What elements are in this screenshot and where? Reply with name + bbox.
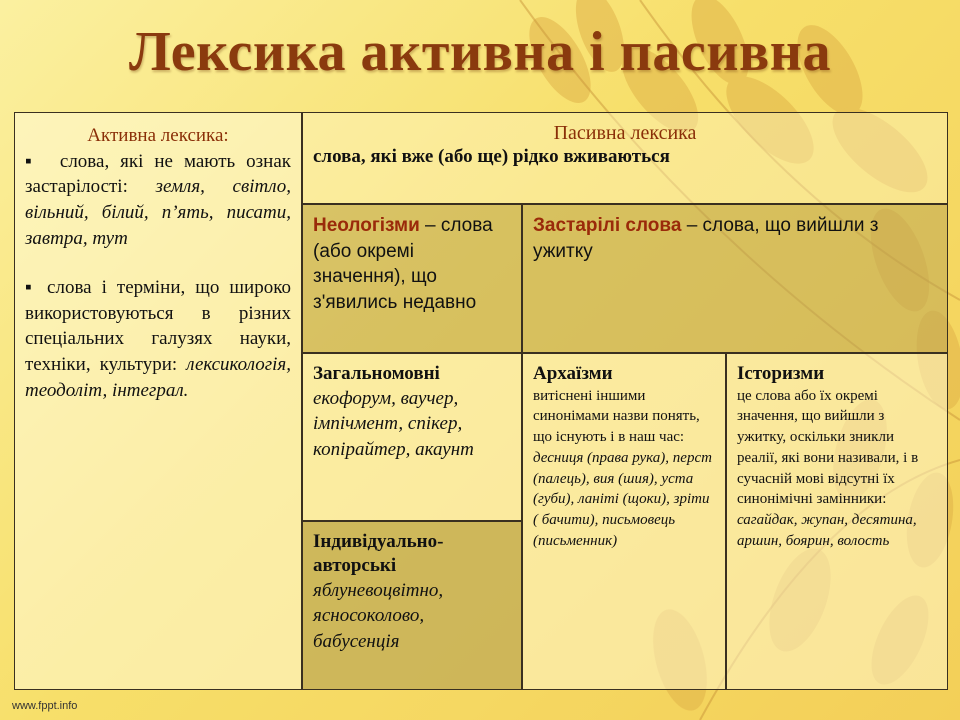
- active-item-1: [25, 149, 291, 252]
- bullet-icon: ▪: [25, 150, 60, 172]
- page-title: Лексика активна і пасивна: [128, 21, 832, 83]
- historisms-cell: [726, 353, 948, 690]
- general-neologisms-cell: [302, 353, 522, 521]
- active-lexicon-cell: [14, 112, 302, 690]
- active-item-1-examples: земля, світло, вільний, білий, п’ять, писати, завтра, тут: [25, 176, 291, 249]
- footer-url[interactable]: www.fppt.info: [12, 700, 78, 712]
- obsolete-words-definition: – слова, що вийшли з ужитку: [533, 215, 879, 262]
- active-lexicon-header: Активна лексика:: [87, 125, 229, 146]
- active-item-2-examples: лексикологія, теодоліт, інтеграл.: [25, 354, 291, 401]
- archaisms-definition: витіснені іншими синонімами назви понять, що існують і в наш час:: [533, 387, 700, 446]
- archaisms-examples: десниця (права рука), перст (палець), вия (шия), уста (губи), ланіті (щоки), зріти ( бачити), письмовець (письменник): [533, 449, 712, 549]
- obsolete-words-term: Застарілі слова: [533, 215, 682, 236]
- active-item-1-text: слова, які не мають ознак застарілості:: [25, 150, 291, 198]
- author-neologisms-examples: яблуневоцвітно, ясносоколово, бабусенція: [313, 579, 444, 652]
- active-item-2: [25, 275, 291, 403]
- historisms-examples: сагайдак, жупан, десятина, аршин, боярин, волость: [737, 511, 917, 549]
- general-neologisms-examples: екофорум, ваучер, імпічмент, спікер, копірайтер, акаунт: [313, 387, 474, 461]
- neologisms-cell: [302, 204, 522, 353]
- passive-lexicon-header-cell: [302, 112, 948, 204]
- passive-lexicon-definition: слова, які вже (або ще) рідко вживаються: [313, 146, 670, 167]
- historisms-definition: це слова або їх окремі значення, що вийшли з ужитку, оскільки зникли реалії, які вони називали, і в сучасній мові відсутні їх синонімічні замінники:: [737, 387, 919, 508]
- active-item-2-text: слова і терміни, що широко використовуються в різних спеціальних галузях науки, техніки, культури:: [25, 277, 291, 376]
- author-neologisms-cell: [302, 521, 522, 690]
- general-neologisms-title: Загальномовні: [313, 363, 440, 384]
- historisms-title: Історизми: [737, 363, 825, 384]
- neologisms-definition: – слова (або окремі значення), що з'явились недавно: [313, 215, 493, 313]
- bullet-icon: ▪: [25, 277, 48, 299]
- author-neologisms-title: Індивідуально-авторські: [313, 531, 444, 576]
- archaisms-cell: [522, 353, 726, 690]
- archaisms-title: Архаїзми: [533, 363, 613, 384]
- neologisms-term: Неологізми: [313, 215, 420, 236]
- lexicon-table: [14, 112, 948, 690]
- passive-lexicon-header: Пасивна лексика: [553, 122, 697, 144]
- obsolete-words-cell: [522, 204, 948, 353]
